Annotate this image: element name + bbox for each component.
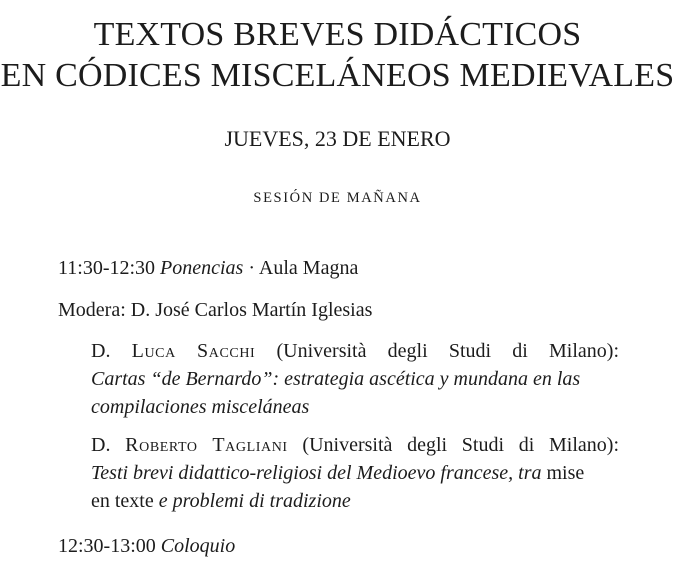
speaker-entry-1 — [91, 337, 619, 421]
event-title-line-1: TEXTOS BREVES DIDÁCTICOS — [93, 16, 582, 53]
session-heading: SESIÓN DE MAÑANA — [253, 190, 422, 206]
speaker-entry-2 — [91, 431, 619, 515]
speaker-2-talk-line-2 — [91, 487, 619, 515]
slot-2-activity: Coloquio — [160, 535, 236, 557]
speaker-2-affiliation: (Università degli Studi di Milano): — [302, 434, 620, 456]
slot-1-separator: · — [248, 257, 256, 279]
speaker-2-talk-upright-2: en texte — [91, 490, 154, 512]
slot-1-time: 11:30-12:30 — [58, 257, 156, 279]
schedule-slot-1 — [58, 257, 358, 280]
schedule-slot-2 — [58, 535, 235, 558]
speaker-1-last-name: Sacchi — [197, 340, 256, 362]
speaker-1-prefix: D. — [91, 340, 111, 362]
speaker-2-talk-title-part-1: Testi brevi didattico-religiosi del Medioevo francese, tra — [91, 462, 542, 484]
slot-1-activity: Ponencias — [160, 257, 244, 279]
moderator-line: Modera: D. José Carlos Martín Iglesias — [58, 299, 373, 321]
speaker-1-affiliation: (Università degli Studi di Milano): — [276, 340, 619, 362]
speaker-1-header — [91, 337, 619, 365]
slot-2-time: 12:30-13:00 — [58, 535, 156, 557]
slot-1-place: Aula Magna — [258, 257, 359, 279]
speaker-2-last-name: Tagliani — [212, 434, 288, 456]
speaker-2-talk-title-part-2: e problemi di tradizione — [158, 490, 351, 512]
speaker-2-talk-line-1 — [91, 459, 619, 487]
event-title-line-2: EN CÓDICES MISCELÁNEOS MEDIEVALES — [0, 57, 675, 94]
speaker-1-first-name: Luca — [131, 340, 176, 362]
speaker-1-talk-line-2: compilaciones misceláneas — [91, 396, 310, 418]
speaker-2-talk-upright-1: mise — [546, 462, 585, 484]
speaker-2-header — [91, 431, 619, 459]
speaker-1-talk-line-1: Cartas “de Bernardo”: estrategia ascética y mundana en las — [91, 368, 581, 390]
session-date: JUEVES, 23 DE ENERO — [224, 126, 451, 151]
speaker-2-prefix: D. — [91, 434, 111, 456]
speaker-2-first-name: Roberto — [125, 434, 198, 456]
